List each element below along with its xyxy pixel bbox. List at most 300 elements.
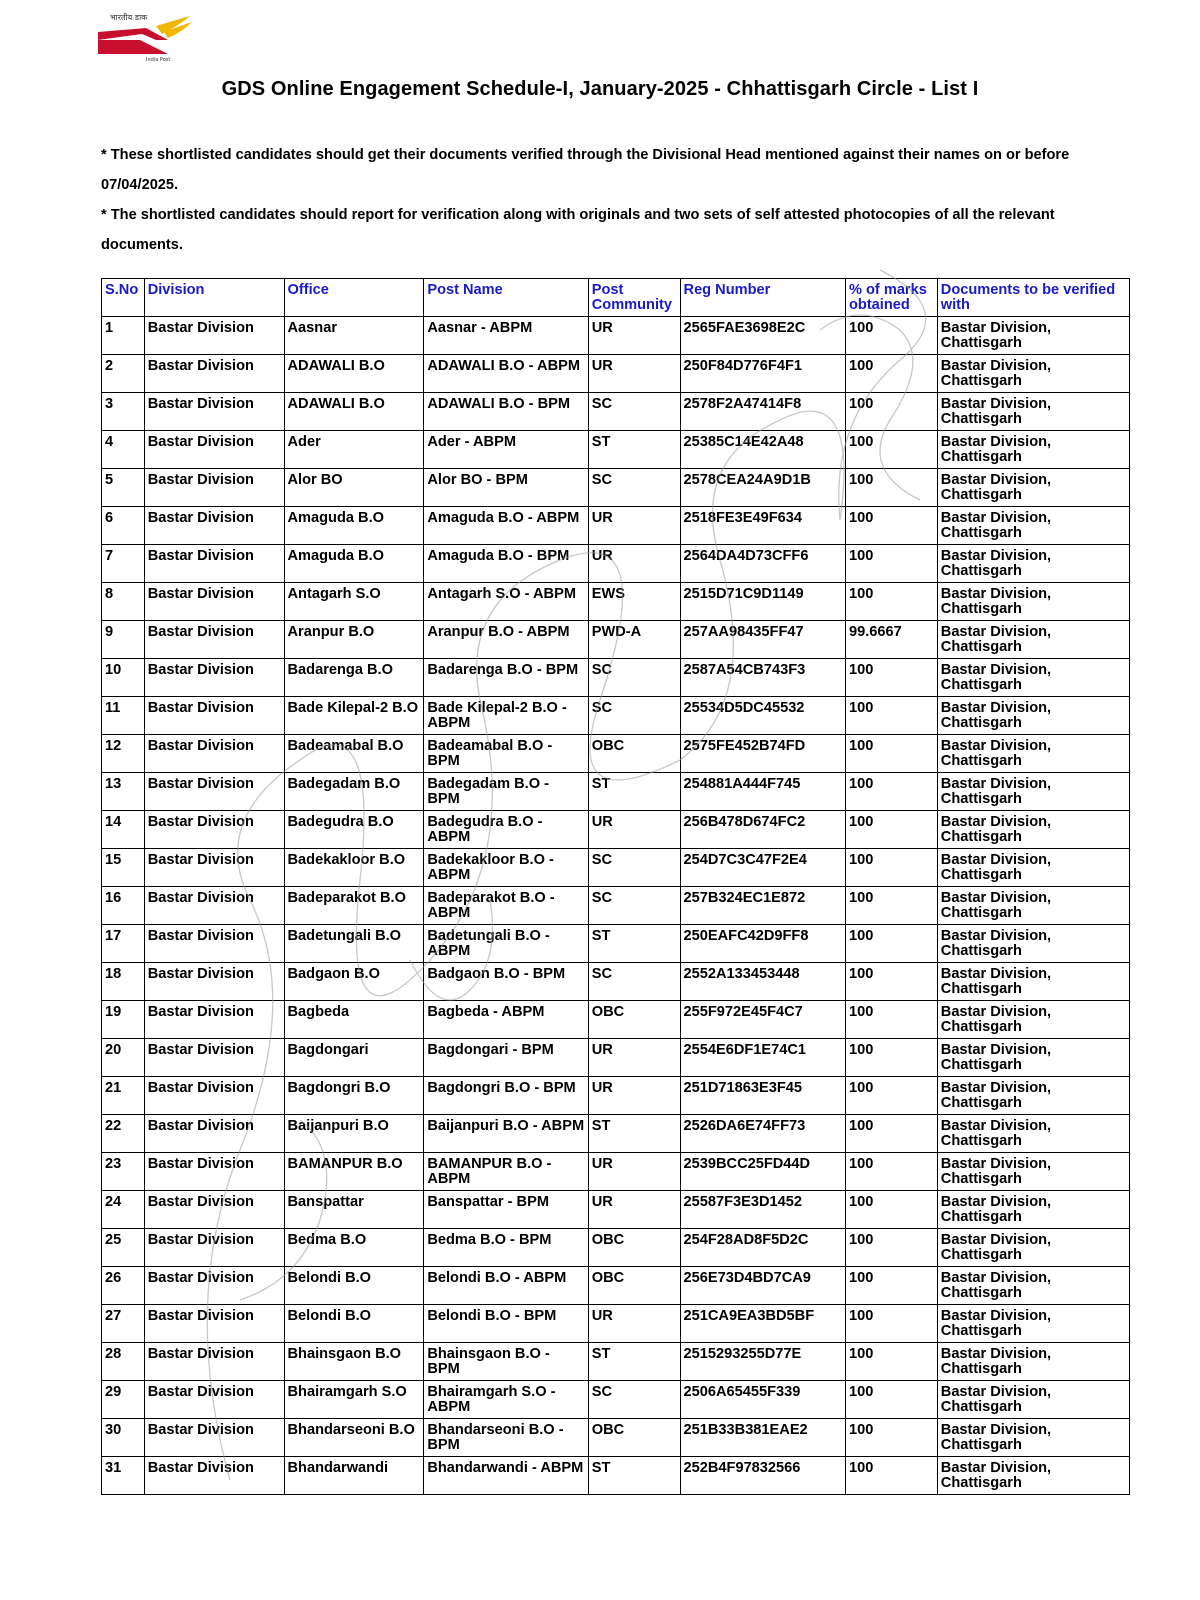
cell-division: Bastar Division	[144, 697, 284, 735]
cell-post-name: Badegadam B.O - BPM	[424, 773, 588, 811]
cell-post-community: SC	[588, 887, 680, 925]
cell-office: Baijanpuri B.O	[284, 1115, 424, 1153]
cell-sno: 10	[102, 659, 145, 697]
cell-sno: 14	[102, 811, 145, 849]
cell-division: Bastar Division	[144, 1001, 284, 1039]
cell-office: Belondi B.O	[284, 1305, 424, 1343]
cell-post-name: Badetungali B.O - ABPM	[424, 925, 588, 963]
cell-office: Banspattar	[284, 1191, 424, 1229]
cell-post-name: Bagdongri B.O - BPM	[424, 1077, 588, 1115]
cell-marks: 100	[845, 1191, 937, 1229]
cell-reg-number: 255F972E45F4C7	[680, 1001, 845, 1039]
cell-documents: Bastar Division, Chattisgarh	[937, 1229, 1129, 1267]
cell-office: Ader	[284, 431, 424, 469]
cell-sno: 6	[102, 507, 145, 545]
cell-documents: Bastar Division, Chattisgarh	[937, 1343, 1129, 1381]
cell-post-name: Aranpur B.O - ABPM	[424, 621, 588, 659]
table-row	[102, 1191, 1130, 1229]
cell-sno: 12	[102, 735, 145, 773]
cell-documents: Bastar Division, Chattisgarh	[937, 811, 1129, 849]
cell-marks: 100	[845, 1305, 937, 1343]
table-row	[102, 1305, 1130, 1343]
cell-marks: 100	[845, 1381, 937, 1419]
cell-reg-number: 251CA9EA3BD5BF	[680, 1305, 845, 1343]
cell-post-name: Badekakloor B.O - ABPM	[424, 849, 588, 887]
cell-documents: Bastar Division, Chattisgarh	[937, 393, 1129, 431]
cell-post-community: ST	[588, 1115, 680, 1153]
header-office: Office	[284, 279, 424, 317]
table-row	[102, 963, 1130, 1001]
cell-division: Bastar Division	[144, 811, 284, 849]
cell-division: Bastar Division	[144, 469, 284, 507]
cell-post-community: UR	[588, 317, 680, 355]
cell-office: Aasnar	[284, 317, 424, 355]
cell-post-community: SC	[588, 1381, 680, 1419]
cell-sno: 1	[102, 317, 145, 355]
cell-marks: 100	[845, 1039, 937, 1077]
cell-post-community: SC	[588, 697, 680, 735]
cell-division: Bastar Division	[144, 355, 284, 393]
cell-documents: Bastar Division, Chattisgarh	[937, 1039, 1129, 1077]
cell-documents: Bastar Division, Chattisgarh	[937, 621, 1129, 659]
cell-division: Bastar Division	[144, 1115, 284, 1153]
cell-documents: Bastar Division, Chattisgarh	[937, 1077, 1129, 1115]
cell-reg-number: 2515293255D77E	[680, 1343, 845, 1381]
cell-division: Bastar Division	[144, 507, 284, 545]
cell-office: Badegadam B.O	[284, 773, 424, 811]
table-row	[102, 773, 1130, 811]
cell-division: Bastar Division	[144, 963, 284, 1001]
cell-marks: 100	[845, 925, 937, 963]
cell-documents: Bastar Division, Chattisgarh	[937, 1001, 1129, 1039]
india-post-logo-icon	[98, 10, 198, 62]
cell-sno: 24	[102, 1191, 145, 1229]
cell-documents: Bastar Division, Chattisgarh	[937, 1267, 1129, 1305]
note-documents-deadline: * These shortlisted candidates should get their documents verified through the Divisional Head mentioned against their names on or before 07/04/2025.	[101, 147, 1070, 193]
cell-reg-number: 25534D5DC45532	[680, 697, 845, 735]
cell-division: Bastar Division	[144, 1039, 284, 1077]
cell-division: Bastar Division	[144, 621, 284, 659]
cell-post-name: Alor BO - BPM	[424, 469, 588, 507]
cell-post-community: OBC	[588, 1267, 680, 1305]
cell-post-community: UR	[588, 355, 680, 393]
logo-red-bottom	[98, 40, 168, 54]
cell-sno: 26	[102, 1267, 145, 1305]
cell-reg-number: 2575FE452B74FD	[680, 735, 845, 773]
cell-documents: Bastar Division, Chattisgarh	[937, 1191, 1129, 1229]
cell-post-name: Bagdongari - BPM	[424, 1039, 588, 1077]
cell-marks: 100	[845, 963, 937, 1001]
table-row	[102, 1381, 1130, 1419]
cell-marks: 100	[845, 1229, 937, 1267]
cell-reg-number: 257AA98435FF47	[680, 621, 845, 659]
cell-office: Badegudra B.O	[284, 811, 424, 849]
table-row	[102, 393, 1130, 431]
cell-documents: Bastar Division, Chattisgarh	[937, 431, 1129, 469]
cell-division: Bastar Division	[144, 1077, 284, 1115]
cell-office: Alor BO	[284, 469, 424, 507]
cell-sno: 16	[102, 887, 145, 925]
table-body	[102, 317, 1130, 1495]
cell-sno: 9	[102, 621, 145, 659]
cell-office: Belondi B.O	[284, 1267, 424, 1305]
table-row	[102, 1343, 1130, 1381]
page-title: GDS Online Engagement Schedule-I, January-2025 - Chhattisgarh Circle - List I	[221, 78, 979, 100]
cell-post-name: Bade Kilepal-2 B.O - ABPM	[424, 697, 588, 735]
cell-office: Antagarh S.O	[284, 583, 424, 621]
cell-post-name: Amaguda B.O - ABPM	[424, 507, 588, 545]
cell-reg-number: 254D7C3C47F2E4	[680, 849, 845, 887]
cell-division: Bastar Division	[144, 545, 284, 583]
cell-marks: 100	[845, 583, 937, 621]
cell-marks: 100	[845, 1457, 937, 1495]
cell-marks: 100	[845, 1419, 937, 1457]
table-row	[102, 659, 1130, 697]
cell-office: Badgaon B.O	[284, 963, 424, 1001]
cell-documents: Bastar Division, Chattisgarh	[937, 1115, 1129, 1153]
cell-division: Bastar Division	[144, 659, 284, 697]
cell-post-community: SC	[588, 393, 680, 431]
cell-documents: Bastar Division, Chattisgarh	[937, 507, 1129, 545]
cell-division: Bastar Division	[144, 317, 284, 355]
cell-division: Bastar Division	[144, 1457, 284, 1495]
cell-post-community: UR	[588, 1153, 680, 1191]
header-sno: S.No	[102, 279, 145, 317]
table-row	[102, 431, 1130, 469]
table-row	[102, 887, 1130, 925]
cell-post-community: OBC	[588, 1229, 680, 1267]
cell-post-community: ST	[588, 431, 680, 469]
cell-documents: Bastar Division, Chattisgarh	[937, 1381, 1129, 1419]
cell-post-community: PWD-A	[588, 621, 680, 659]
cell-marks: 100	[845, 1001, 937, 1039]
cell-reg-number: 251D71863E3F45	[680, 1077, 845, 1115]
cell-office: Bagdongari	[284, 1039, 424, 1077]
cell-sno: 19	[102, 1001, 145, 1039]
cell-documents: Bastar Division, Chattisgarh	[937, 355, 1129, 393]
cell-documents: Bastar Division, Chattisgarh	[937, 963, 1129, 1001]
cell-marks: 100	[845, 1115, 937, 1153]
cell-office: Bhandarwandi	[284, 1457, 424, 1495]
cell-sno: 28	[102, 1343, 145, 1381]
cell-division: Bastar Division	[144, 887, 284, 925]
cell-post-name: Baijanpuri B.O - ABPM	[424, 1115, 588, 1153]
cell-post-name: Badeparakot B.O - ABPM	[424, 887, 588, 925]
cell-reg-number: 2526DA6E74FF73	[680, 1115, 845, 1153]
cell-office: ADAWALI B.O	[284, 393, 424, 431]
header-documents: Documents to be verified with	[937, 279, 1129, 317]
cell-post-community: UR	[588, 1077, 680, 1115]
cell-marks: 100	[845, 1343, 937, 1381]
table-row	[102, 1419, 1130, 1457]
cell-reg-number: 2539BCC25FD44D	[680, 1153, 845, 1191]
cell-marks: 100	[845, 545, 937, 583]
cell-reg-number: 25587F3E3D1452	[680, 1191, 845, 1229]
cell-office: Bade Kilepal-2 B.O	[284, 697, 424, 735]
cell-marks: 100	[845, 887, 937, 925]
table-row	[102, 355, 1130, 393]
table-row	[102, 621, 1130, 659]
cell-post-name: Amaguda B.O - BPM	[424, 545, 588, 583]
cell-sno: 2	[102, 355, 145, 393]
cell-reg-number: 257B324EC1E872	[680, 887, 845, 925]
cell-documents: Bastar Division, Chattisgarh	[937, 1419, 1129, 1457]
cell-post-name: ADAWALI B.O - ABPM	[424, 355, 588, 393]
cell-sno: 18	[102, 963, 145, 1001]
table-row	[102, 1153, 1130, 1191]
cell-reg-number: 2578F2A47414F8	[680, 393, 845, 431]
cell-marks: 99.6667	[845, 621, 937, 659]
cell-reg-number: 2565FAE3698E2C	[680, 317, 845, 355]
cell-documents: Bastar Division, Chattisgarh	[937, 735, 1129, 773]
cell-sno: 25	[102, 1229, 145, 1267]
table-row	[102, 735, 1130, 773]
cell-sno: 11	[102, 697, 145, 735]
cell-reg-number: 2518FE3E49F634	[680, 507, 845, 545]
cell-post-community: UR	[588, 1305, 680, 1343]
cell-sno: 17	[102, 925, 145, 963]
cell-office: Amaguda B.O	[284, 545, 424, 583]
cell-division: Bastar Division	[144, 925, 284, 963]
cell-post-name: Badgaon B.O - BPM	[424, 963, 588, 1001]
cell-office: Badeamabal B.O	[284, 735, 424, 773]
cell-sno: 8	[102, 583, 145, 621]
logo-red-top	[98, 28, 168, 40]
cell-marks: 100	[845, 811, 937, 849]
table-row	[102, 1077, 1130, 1115]
logo-bottom-text: India Post	[146, 57, 171, 62]
cell-post-community: SC	[588, 659, 680, 697]
cell-documents: Bastar Division, Chattisgarh	[937, 849, 1129, 887]
cell-post-name: Bhairamgarh S.O - ABPM	[424, 1381, 588, 1419]
cell-post-community: UR	[588, 1039, 680, 1077]
cell-marks: 100	[845, 355, 937, 393]
table-row	[102, 317, 1130, 355]
cell-post-community: UR	[588, 507, 680, 545]
cell-reg-number: 256B478D674FC2	[680, 811, 845, 849]
cell-post-community: SC	[588, 849, 680, 887]
cell-marks: 100	[845, 697, 937, 735]
cell-marks: 100	[845, 773, 937, 811]
table-row	[102, 697, 1130, 735]
cell-documents: Bastar Division, Chattisgarh	[937, 1153, 1129, 1191]
cell-post-community: UR	[588, 1191, 680, 1229]
note-originals-photocopies: * The shortlisted candidates should report for verification along with originals and two sets of self attested photocopies of all the relevant documents.	[101, 207, 1055, 253]
cell-documents: Bastar Division, Chattisgarh	[937, 925, 1129, 963]
cell-post-name: Banspattar - BPM	[424, 1191, 588, 1229]
cell-office: Bhainsgaon B.O	[284, 1343, 424, 1381]
cell-reg-number: 2552A133453448	[680, 963, 845, 1001]
table-row	[102, 545, 1130, 583]
cell-post-community: EWS	[588, 583, 680, 621]
cell-sno: 13	[102, 773, 145, 811]
cell-post-name: Bhandarwandi - ABPM	[424, 1457, 588, 1495]
cell-sno: 7	[102, 545, 145, 583]
cell-post-community: ST	[588, 773, 680, 811]
cell-post-name: Badegudra B.O - ABPM	[424, 811, 588, 849]
cell-division: Bastar Division	[144, 1229, 284, 1267]
cell-post-name: Antagarh S.O - ABPM	[424, 583, 588, 621]
table-row	[102, 507, 1130, 545]
cell-division: Bastar Division	[144, 1267, 284, 1305]
cell-division: Bastar Division	[144, 1191, 284, 1229]
cell-marks: 100	[845, 393, 937, 431]
cell-sno: 20	[102, 1039, 145, 1077]
table-row	[102, 1267, 1130, 1305]
cell-documents: Bastar Division, Chattisgarh	[937, 583, 1129, 621]
table-row	[102, 583, 1130, 621]
cell-sno: 5	[102, 469, 145, 507]
cell-sno: 31	[102, 1457, 145, 1495]
cell-sno: 21	[102, 1077, 145, 1115]
cell-sno: 4	[102, 431, 145, 469]
cell-documents: Bastar Division, Chattisgarh	[937, 545, 1129, 583]
table-row	[102, 925, 1130, 963]
cell-post-name: Bedma B.O - BPM	[424, 1229, 588, 1267]
cell-reg-number: 2515D71C9D1149	[680, 583, 845, 621]
cell-division: Bastar Division	[144, 735, 284, 773]
cell-division: Bastar Division	[144, 393, 284, 431]
cell-division: Bastar Division	[144, 583, 284, 621]
cell-sno: 29	[102, 1381, 145, 1419]
cell-marks: 100	[845, 431, 937, 469]
table-row	[102, 849, 1130, 887]
cell-reg-number: 25385C14E42A48	[680, 431, 845, 469]
cell-office: Bagbeda	[284, 1001, 424, 1039]
cell-division: Bastar Division	[144, 1419, 284, 1457]
cell-office: Bagdongri B.O	[284, 1077, 424, 1115]
cell-post-community: OBC	[588, 1419, 680, 1457]
cell-division: Bastar Division	[144, 1153, 284, 1191]
table-row	[102, 811, 1130, 849]
cell-division: Bastar Division	[144, 773, 284, 811]
table-row	[102, 1115, 1130, 1153]
cell-office: Bedma B.O	[284, 1229, 424, 1267]
cell-marks: 100	[845, 849, 937, 887]
cell-reg-number: 2587A54CB743F3	[680, 659, 845, 697]
cell-marks: 100	[845, 1153, 937, 1191]
table-header-row	[102, 279, 1130, 317]
cell-post-name: Bhainsgaon B.O - BPM	[424, 1343, 588, 1381]
cell-reg-number: 2554E6DF1E74C1	[680, 1039, 845, 1077]
cell-reg-number: 250EAFC42D9FF8	[680, 925, 845, 963]
cell-post-community: SC	[588, 963, 680, 1001]
instructions	[101, 140, 1101, 260]
cell-sno: 27	[102, 1305, 145, 1343]
table-row	[102, 1039, 1130, 1077]
table-row	[102, 1001, 1130, 1039]
cell-reg-number: 254F28AD8F5D2C	[680, 1229, 845, 1267]
cell-marks: 100	[845, 317, 937, 355]
cell-reg-number: 252B4F97832566	[680, 1457, 845, 1495]
cell-documents: Bastar Division, Chattisgarh	[937, 469, 1129, 507]
cell-documents: Bastar Division, Chattisgarh	[937, 887, 1129, 925]
cell-office: Badekakloor B.O	[284, 849, 424, 887]
cell-post-name: ADAWALI B.O - BPM	[424, 393, 588, 431]
cell-post-community: OBC	[588, 1001, 680, 1039]
cell-post-name: Belondi B.O - ABPM	[424, 1267, 588, 1305]
cell-documents: Bastar Division, Chattisgarh	[937, 1305, 1129, 1343]
logo-top-text: भारतीय डाक	[110, 13, 148, 22]
cell-documents: Bastar Division, Chattisgarh	[937, 697, 1129, 735]
cell-post-community: SC	[588, 469, 680, 507]
cell-post-community: ST	[588, 1457, 680, 1495]
cell-reg-number: 2578CEA24A9D1B	[680, 469, 845, 507]
cell-marks: 100	[845, 659, 937, 697]
cell-office: Badeparakot B.O	[284, 887, 424, 925]
table-row	[102, 1229, 1130, 1267]
cell-office: Badetungali B.O	[284, 925, 424, 963]
header-reg-number: Reg Number	[680, 279, 845, 317]
cell-post-name: BAMANPUR B.O - ABPM	[424, 1153, 588, 1191]
cell-post-community: ST	[588, 925, 680, 963]
cell-division: Bastar Division	[144, 1381, 284, 1419]
cell-reg-number: 256E73D4BD7CA9	[680, 1267, 845, 1305]
cell-marks: 100	[845, 735, 937, 773]
table-row	[102, 1457, 1130, 1495]
cell-office: Bhairamgarh S.O	[284, 1381, 424, 1419]
cell-office: ADAWALI B.O	[284, 355, 424, 393]
header-division: Division	[144, 279, 284, 317]
cell-marks: 100	[845, 1077, 937, 1115]
cell-reg-number: 2506A65455F339	[680, 1381, 845, 1419]
cell-office: Aranpur B.O	[284, 621, 424, 659]
india-post-logo	[98, 10, 198, 62]
cell-documents: Bastar Division, Chattisgarh	[937, 773, 1129, 811]
table-row	[102, 469, 1130, 507]
cell-sno: 15	[102, 849, 145, 887]
cell-post-name: Badarenga B.O - BPM	[424, 659, 588, 697]
cell-reg-number: 251B33B381EAE2	[680, 1419, 845, 1457]
cell-sno: 3	[102, 393, 145, 431]
cell-sno: 22	[102, 1115, 145, 1153]
cell-reg-number: 254881A444F745	[680, 773, 845, 811]
cell-office: Bhandarseoni B.O	[284, 1419, 424, 1457]
header-marks: % of marks obtained	[845, 279, 937, 317]
cell-division: Bastar Division	[144, 849, 284, 887]
cell-post-name: Badeamabal B.O - BPM	[424, 735, 588, 773]
cell-division: Bastar Division	[144, 431, 284, 469]
header-post-community: Post Community	[588, 279, 680, 317]
cell-reg-number: 250F84D776F4F1	[680, 355, 845, 393]
cell-post-name: Bhandarseoni B.O - BPM	[424, 1419, 588, 1457]
cell-documents: Bastar Division, Chattisgarh	[937, 317, 1129, 355]
cell-post-name: Ader - ABPM	[424, 431, 588, 469]
cell-post-community: ST	[588, 1343, 680, 1381]
cell-documents: Bastar Division, Chattisgarh	[937, 659, 1129, 697]
cell-post-community: UR	[588, 811, 680, 849]
cell-sno: 30	[102, 1419, 145, 1457]
cell-documents: Bastar Division, Chattisgarh	[937, 1457, 1129, 1495]
cell-post-community: OBC	[588, 735, 680, 773]
cell-post-community: UR	[588, 545, 680, 583]
cell-sno: 23	[102, 1153, 145, 1191]
cell-office: BAMANPUR B.O	[284, 1153, 424, 1191]
cell-marks: 100	[845, 1267, 937, 1305]
cell-office: Amaguda B.O	[284, 507, 424, 545]
cell-reg-number: 2564DA4D73CFF6	[680, 545, 845, 583]
header-post-name: Post Name	[424, 279, 588, 317]
shortlist-table	[101, 278, 1130, 1495]
cell-post-name: Bagbeda - ABPM	[424, 1001, 588, 1039]
cell-marks: 100	[845, 469, 937, 507]
cell-marks: 100	[845, 507, 937, 545]
cell-post-name: Belondi B.O - BPM	[424, 1305, 588, 1343]
cell-post-name: Aasnar - ABPM	[424, 317, 588, 355]
cell-office: Badarenga B.O	[284, 659, 424, 697]
cell-division: Bastar Division	[144, 1343, 284, 1381]
cell-division: Bastar Division	[144, 1305, 284, 1343]
